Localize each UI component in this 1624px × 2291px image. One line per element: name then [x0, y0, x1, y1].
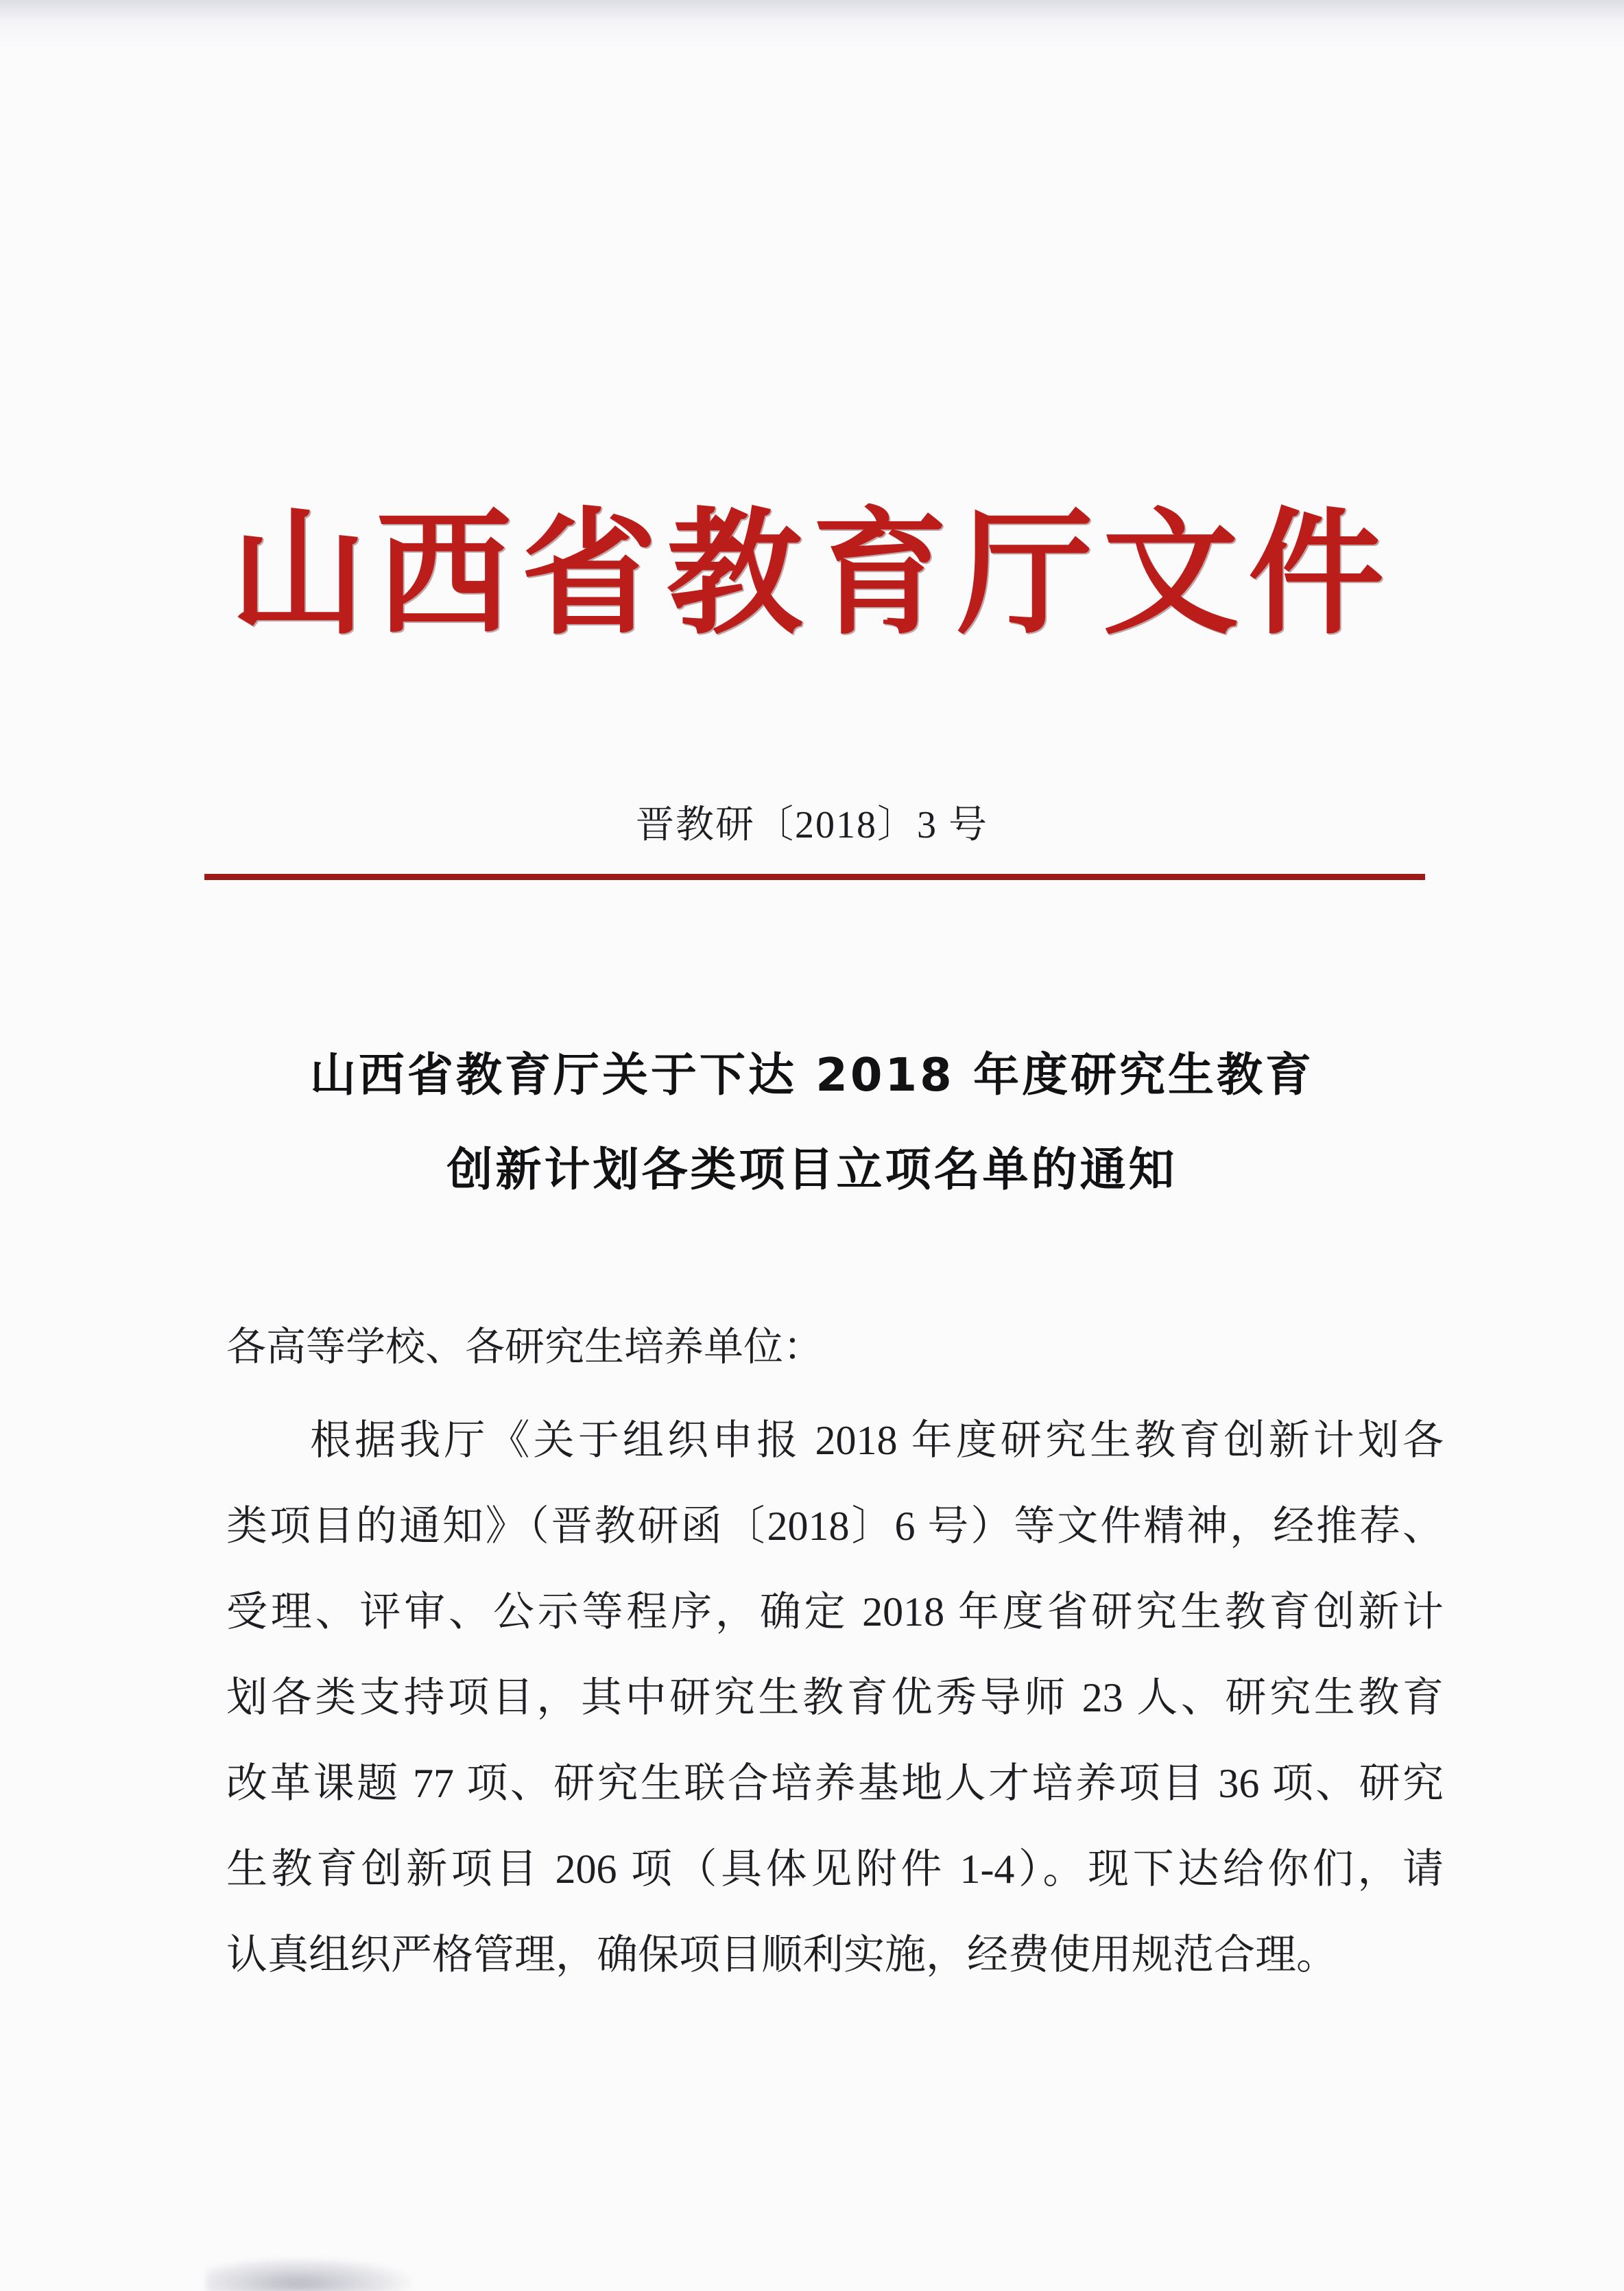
- body-line: 划各类支持项目，其中研究生教育优秀导师 23 人、研究生教育: [226, 1675, 1444, 1720]
- body-line: 受理、评审、公示等程序，确定 2018 年度省研究生教育创新计: [226, 1589, 1444, 1635]
- body-line: 生教育创新项目 206 项（具体见附件 1-4）。现下达给你们，请: [226, 1847, 1444, 1892]
- body-line: 认真组织严格管理，确保项目顺利实施，经费使用规范合理。: [226, 1932, 1337, 1978]
- document-title-line-2: 创新计划各类项目立项名单的通知: [446, 1143, 1178, 1196]
- body-paragraph: [226, 1398, 1444, 1998]
- body-line: 根据我厅《关于组织申报 2018 年度研究生教育创新计划各: [310, 1418, 1444, 1463]
- scan-artifact-top-band: [0, 0, 1624, 48]
- body-line: 类项目的通知》（晋教研函〔2018〕6 号）等文件精神，经推荐、: [226, 1504, 1444, 1549]
- agency-letterhead-title: 山西省教育厅文件: [230, 500, 1394, 650]
- red-divider-line: [204, 874, 1425, 880]
- document-reference-number: 晋教研〔2018〕3 号: [636, 804, 988, 846]
- document-title-line-1: 山西省教育厅关于下达 2018 年度研究生教育: [309, 1048, 1315, 1102]
- salutation-line: 各高等学校、各研究生培养单位：: [226, 1325, 824, 1369]
- body-line: 改革课题 77 项、研究生联合培养基地人才培养项目 36 项、研究: [226, 1761, 1444, 1806]
- document-title: [0, 1028, 1624, 1217]
- scan-smudge-artifact: [206, 2258, 411, 2291]
